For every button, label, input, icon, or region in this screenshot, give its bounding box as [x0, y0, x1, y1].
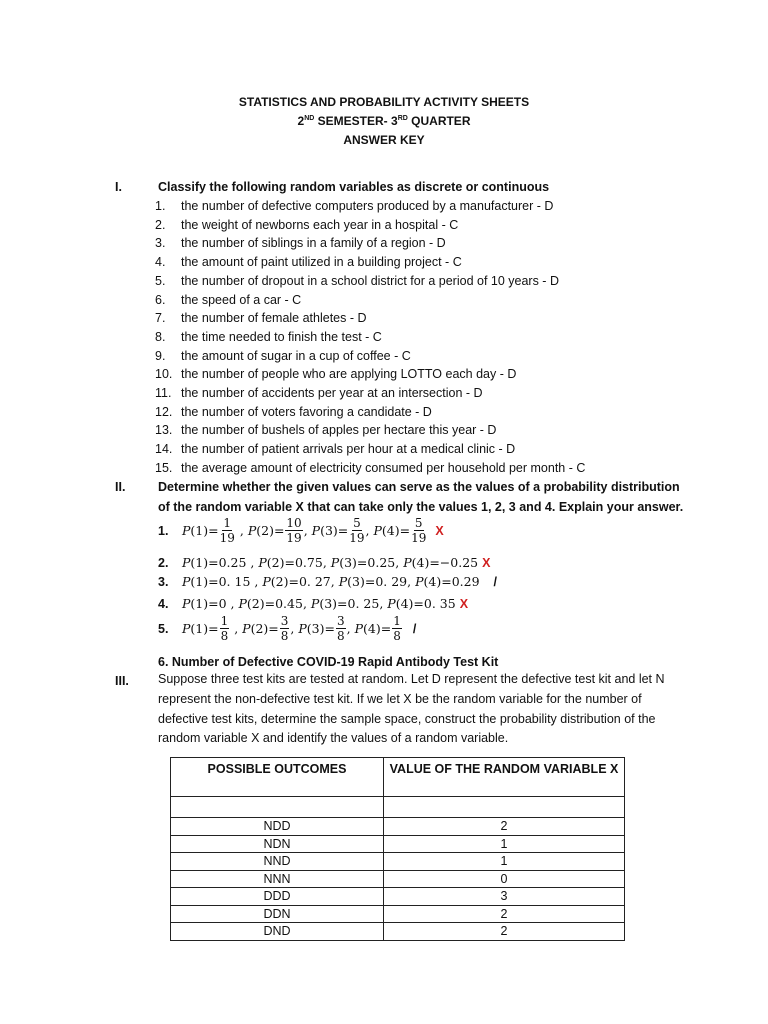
value-cell: 2: [384, 905, 625, 923]
equation-1: 1. P (1)= $\frac{1}{19}$ , P (2)= $\frac{10}{19}$ , P (3)= $\frac{5}{19}$ , P (4)= $\frac{5}{19}$ X: [158, 516, 444, 545]
value-cell: 2: [384, 818, 625, 836]
list-item-text: the number of dropout in a school district for a period of 10 years - D: [181, 273, 559, 288]
list-item-number: 10.: [155, 367, 173, 382]
outcome-cell: NDN: [171, 835, 384, 853]
list-item-number: 9.: [155, 348, 166, 363]
list-item-number: 12.: [155, 404, 173, 419]
list-item: [155, 236, 446, 250]
list-item: [155, 386, 483, 400]
value-cell: 2: [384, 923, 625, 941]
list-item-text: the time needed to finish the test - C: [181, 329, 382, 344]
list-item-number: 15.: [155, 460, 173, 475]
semester-line: 2ND SEMESTER- 3RD QUARTER: [297, 114, 471, 128]
section-2-numeral: II.: [115, 480, 126, 494]
outcome-cell: DDD: [171, 888, 384, 906]
outcome-cell: DDN: [171, 905, 384, 923]
list-item: [155, 461, 585, 475]
value-cell: 3: [384, 888, 625, 906]
list-item: [155, 423, 496, 437]
list-item-text: the number of defective computers produced by a manufacturer - D: [181, 199, 554, 213]
list-item-number: 8.: [155, 329, 166, 344]
outcome-cell: NND: [171, 853, 384, 871]
equation-5: 5. P (1)= $\frac{1}{8}$ , P (2)= $\frac{3}{8}$ , P (3)= $\frac{3}{8}$ , P (4)= $\frac{1}{8}$ /: [158, 614, 417, 643]
list-item: [155, 199, 553, 213]
table-row: [171, 888, 625, 906]
list-item-text: the number of voters favoring a candidate - D: [181, 404, 432, 419]
table-row: [171, 835, 625, 853]
question-6: 6. Number of Defective COVID-19 Rapid Antibody Test Kit: [158, 655, 499, 669]
list-item: [155, 349, 411, 363]
document-title: STATISTICS AND PROBABILITY ACTIVITY SHEETS: [238, 95, 530, 109]
outcome-cell: DND: [171, 923, 384, 941]
list-item-text: the number of female athletes - D: [181, 311, 367, 326]
equation-4: 4. P (1)= 0 , P (2)= 0.45 , P (3)= 0. 25 , P (4)= 0. 35 X: [158, 596, 469, 611]
section-2-title: Determine whether the given values can serve as the values of a probability distribution of the random variable X that can take only the values 1, 2, 3 and 4. Explain your answer.: [158, 480, 684, 514]
list-item-text: the amount of sugar in a cup of coffee - C: [181, 348, 411, 363]
table-row: [171, 818, 625, 836]
outcome-cell: NNN: [171, 870, 384, 888]
table-spacer-row: [171, 797, 625, 818]
list-item-text: the average amount of electricity consumed per household per month - C: [181, 460, 586, 475]
list-item: [155, 293, 301, 307]
value-cell: 0: [384, 870, 625, 888]
wrong-mark: X: [482, 555, 491, 570]
list-item: [155, 311, 367, 325]
list-item-number: 4.: [155, 255, 166, 270]
value-cell: 1: [384, 853, 625, 871]
list-item-text: the speed of a car - C: [181, 292, 302, 307]
list-item-number: 7.: [155, 311, 166, 326]
list-item: [155, 405, 432, 419]
section-1-numeral: I.: [115, 180, 122, 194]
table-row: [171, 923, 625, 941]
list-item-text: the weight of newborns each year in a hospital - C: [181, 217, 459, 232]
check-mark: /: [493, 574, 498, 589]
list-item-text: the amount of paint utilized in a building project - C: [181, 255, 462, 270]
table-header-outcomes: POSSIBLE OUTCOMES: [171, 758, 384, 797]
list-item: [155, 442, 515, 456]
list-item: [155, 218, 458, 232]
answer-key-heading: ANSWER KEY: [343, 133, 425, 147]
wrong-mark: X: [459, 596, 469, 611]
list-item-text: the number of bushels of apples per hectare this year - D: [181, 423, 497, 438]
check-mark: /: [412, 621, 417, 636]
list-item-text: the number of patient arrivals per hour at a medical clinic - D: [181, 442, 516, 457]
list-item-text: the number of siblings in a family of a region - D: [181, 236, 446, 251]
table-row: [171, 870, 625, 888]
outcomes-table: [170, 757, 625, 941]
list-item: [155, 255, 462, 269]
list-item-number: 1.: [155, 199, 166, 213]
section-3-paragraph: Suppose three test kits are tested at random. Let D represent the defective test kit and let N represent the non-defective test kit. If we let X be the random variable for the number of defective test kits, determine the sample space, construct the probability distribution of the random variable X and identify the values of a random variable.: [158, 672, 665, 746]
list-item-number: 5.: [155, 273, 166, 288]
section-1-title: Classify the following random variables as discrete or continuous: [158, 180, 550, 194]
outcome-cell: NDD: [171, 818, 384, 836]
table-row: [171, 905, 625, 923]
table-row: [171, 853, 625, 871]
list-item-number: 2.: [155, 217, 166, 232]
list-item-number: 6.: [155, 292, 166, 307]
list-item-number: 11.: [155, 386, 172, 400]
list-item: [155, 274, 559, 288]
wrong-mark: X: [435, 523, 444, 538]
list-item-number: 14.: [155, 442, 173, 457]
value-cell: 1: [384, 835, 625, 853]
list-item: [155, 367, 516, 381]
equation-2: 2. P (1)= 0.25 , P (2)= 0.75 , P (3)= 0.25 , P (4)= −0.25 X: [158, 555, 491, 570]
table-header-value: VALUE OF THE RANDOM VARIABLE X: [384, 758, 625, 797]
equation-3: 3. P (1)= 0. 15 , P (2)= 0. 27 , P (3)= 0. 29 , P (4)= 0.29 /: [158, 574, 498, 589]
list-item-number: 3.: [155, 236, 166, 251]
list-item-text: the number of people who are applying LOTTO each day - D: [181, 367, 517, 382]
section-3-numeral: III.: [115, 674, 129, 688]
list-item-text: the number of accidents per year at an intersection - D: [181, 386, 483, 400]
list-item: [155, 330, 382, 344]
list-item-number: 13.: [155, 423, 173, 438]
